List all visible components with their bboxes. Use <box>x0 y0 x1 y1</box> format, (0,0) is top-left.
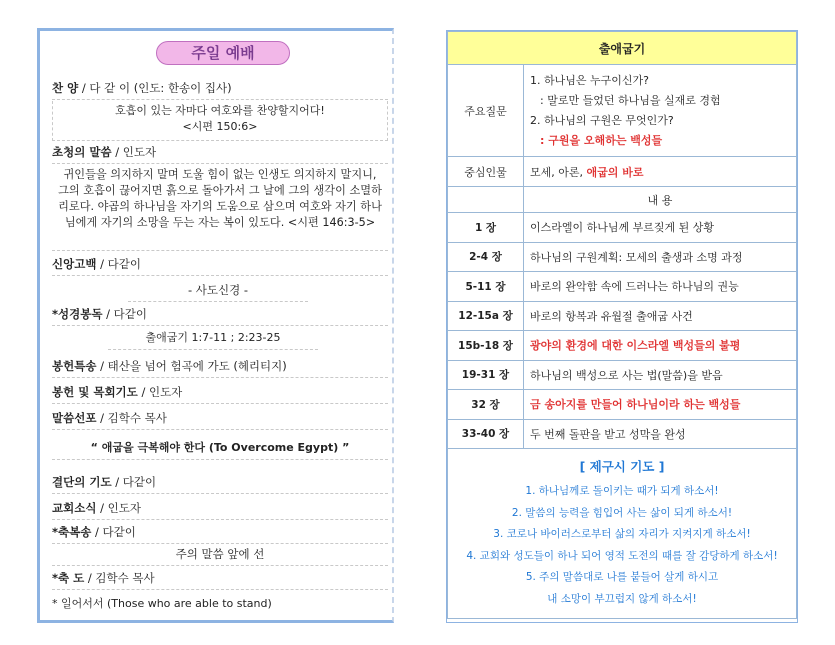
call-to-worship-verse: 호흡이 있는 자마다 여호와를 찬양할지어다! <시편 150:6> <box>52 101 388 141</box>
chapter-row <box>448 272 797 302</box>
chapter-row <box>448 301 797 331</box>
main-characters-cell <box>524 157 797 187</box>
chapter-summary: 두 번째 돌판을 받고 성막을 완성 <box>524 419 797 449</box>
chapter-range: 5-11 장 <box>448 272 524 302</box>
question-1: 1. 하나님은 누구이신가? <box>530 73 649 87</box>
worship-title: 주일 예배 <box>156 41 290 65</box>
offering-value: / 인도자 <box>141 385 183 399</box>
benediction-value: / 김학수 목사 <box>87 571 155 585</box>
chapter-summary: 하나님의 구원계획: 모세의 출생과 소명 과정 <box>524 242 797 272</box>
chapter-row <box>448 331 797 361</box>
decision-prayer-label: 결단의 기도 <box>52 475 112 489</box>
main-characters-value: 모세, 아론, <box>530 165 587 179</box>
prayer-title: [ 제구시 기도 ] <box>579 459 665 474</box>
sermon-title: “ 애굽을 극복해야 한다 (To Overcome Egypt) ” <box>52 437 388 460</box>
chapter-summary: 하나님의 백성으로 사는 법(말씀)을 받음 <box>524 360 797 390</box>
prayer-item: 3. 코로나 바이러스로부터 삶의 자리가 지켜지게 하소서! <box>493 528 751 540</box>
content-header: 내 용 <box>524 187 797 213</box>
offering-row <box>52 381 388 404</box>
worship-order-panel <box>37 28 394 623</box>
prayer-list <box>452 481 792 610</box>
chapter-range: 15b-18 장 <box>448 331 524 361</box>
chapter-summary: 금 송아지를 만들어 하나님이라 하는 백성들 <box>524 390 797 420</box>
blessing-song-row <box>52 521 388 544</box>
prayer-item: 5. 주의 말씀대로 나를 붙들어 살게 하시고 <box>525 571 719 583</box>
hymn-label: 찬 양 <box>52 81 79 95</box>
chapter-summary: 광야의 환경에 대한 이스라엘 백성들의 불평 <box>524 331 797 361</box>
church-news-label: 교회소식 <box>52 501 97 515</box>
chapter-summary: 이스라엘이 하나님께 부르짖게 된 상황 <box>524 213 797 243</box>
chapter-range: 12-15a 장 <box>448 301 524 331</box>
sermon-value: / 김학수 목사 <box>100 411 167 425</box>
chapter-row <box>448 360 797 390</box>
hymn-value: / 다 같 이 (인도: 한송이 집사) <box>81 81 232 95</box>
sermon-row <box>52 407 388 430</box>
church-news-value: / 인도자 <box>100 501 141 515</box>
decision-prayer-value: / 다같이 <box>115 475 157 489</box>
creed-name: - 사도신경 - <box>128 279 308 302</box>
chapter-range: 1 장 <box>448 213 524 243</box>
blessing-song-title: 주의 말씀 앞에 선 <box>52 543 388 566</box>
reading-reference: 출애굽기 1:7-11 ; 2:23-25 <box>108 327 318 350</box>
reading-value: / 다같이 <box>106 307 147 321</box>
prayer-item: 4. 교회와 성도들이 하나 되어 영적 도전의 때를 잘 감당하게 하소서! <box>466 549 778 562</box>
hymn-row <box>52 77 388 100</box>
church-news-row <box>52 497 388 520</box>
chapter-row <box>448 390 797 420</box>
chapter-rows <box>448 213 797 449</box>
chapter-summary: 바로의 항복과 유월절 출애굽 사건 <box>524 301 797 331</box>
blessing-song-label: *축복송 <box>52 525 92 539</box>
blessing-song-value: / 다같이 <box>95 525 136 539</box>
decision-prayer-row <box>52 471 388 494</box>
special-song-label: 봉헌특송 <box>52 359 97 373</box>
invitation-row <box>52 141 388 164</box>
main-characters-label: 중심인물 <box>448 157 524 187</box>
standing-note: * 일어서서 (Those who are able to stand) <box>52 597 272 610</box>
prayer-item: 2. 말씀의 능력을 힘입어 사는 삶이 되게 하소서! <box>511 506 733 519</box>
chapter-range: 19-31 장 <box>448 360 524 390</box>
creed-row <box>52 253 388 276</box>
offering-label: 봉헌 및 목회기도 <box>52 385 138 399</box>
special-song-row <box>52 355 388 378</box>
benediction-row <box>52 567 388 590</box>
sermon-label: 말씀선포 <box>52 411 97 425</box>
reading-label: *성경봉독 <box>52 307 103 321</box>
invitation-value: / 인도자 <box>115 145 157 159</box>
invitation-verse: 귀인들을 의지하지 말며 도울 힘이 없는 인생도 의지하지 말지니, 그의 호흡이 끊어지면 흙으로 돌아가서 그 날에 그의 생각이 소멸하리로다. 야곱의 하나님을 자기의 도움으로 삼으며 여호와 자기 하나님에게 자기의 소망을 두는 자는 복이 있도다. <시편 146:3-5> <box>52 165 388 251</box>
main-characters-highlight: 애굽의 바로 <box>586 165 644 179</box>
chapter-range: 33-40 장 <box>448 419 524 449</box>
content-label-spacer <box>448 187 524 213</box>
chapter-row <box>448 419 797 449</box>
chapter-row <box>448 213 797 243</box>
chapter-summary: 바로의 완악함 속에 드러나는 하나님의 권능 <box>524 272 797 302</box>
chapter-range: 2-4 장 <box>448 242 524 272</box>
creed-label: 신앙고백 <box>52 257 97 271</box>
exodus-summary-panel <box>446 30 798 623</box>
question-2: 2. 하나님의 구원은 무엇인가? <box>530 113 674 127</box>
exodus-summary-table <box>447 31 797 619</box>
chapter-row <box>448 242 797 272</box>
prayer-section <box>448 449 797 619</box>
key-questions-cell <box>524 65 797 157</box>
prayer-item: 1. 하나님께로 돌이키는 때가 되게 하소서! <box>525 485 719 497</box>
book-title: 출애굽기 <box>448 32 797 65</box>
reading-row <box>52 303 388 326</box>
key-questions-label: 주요질문 <box>448 65 524 157</box>
chapter-range: 32 장 <box>448 390 524 420</box>
worship-order-content <box>48 35 388 616</box>
benediction-label: *축 도 <box>52 571 85 585</box>
answer-1: : 말로만 들었던 하나님을 실재로 경험 <box>540 93 721 107</box>
special-song-value: / 태산을 넘어 험곡에 가도 (헤리티지) <box>100 359 287 373</box>
prayer-item: 내 소망이 부끄럽지 않게 하소서! <box>547 592 697 605</box>
invitation-label: 초청의 말씀 <box>52 145 112 159</box>
creed-value: / 다같이 <box>100 257 141 271</box>
answer-2: : 구원을 오해하는 백성들 <box>540 133 663 147</box>
